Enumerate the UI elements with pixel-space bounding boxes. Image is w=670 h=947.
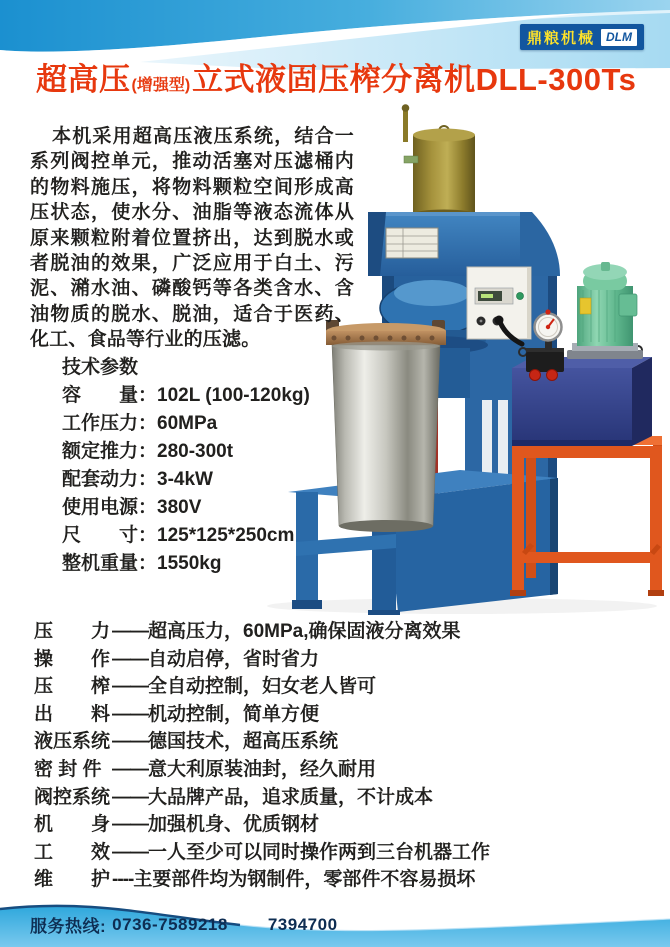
control-panel (467, 267, 531, 339)
electric-motor (567, 262, 643, 359)
feature-desc: 超高压力，60MPa,确保固液分离效果 (148, 621, 461, 642)
spec-row (62, 382, 310, 410)
spec-value: 102L (100-120kg) (157, 385, 310, 406)
brand-name: 鼎粮机械 (527, 29, 596, 47)
feature-desc: 加强机身、优质钢材 (148, 814, 320, 836)
feature-separator: —— (112, 676, 148, 698)
spec-label: 配套动力： (62, 469, 158, 490)
spec-label: 整机重量： (62, 553, 158, 574)
spec-list (62, 354, 310, 578)
feature-separator: —— (112, 731, 148, 753)
spec-label: 额定推力： (62, 441, 158, 462)
feature-separator: —— (112, 786, 148, 808)
feature-separator: —— (112, 841, 148, 863)
spec-label: 工作压力： (62, 413, 158, 434)
feature-label: 阀控系统 (34, 786, 111, 808)
feature-desc: 自动启停，省时省力 (148, 648, 320, 670)
spec-row (62, 494, 310, 522)
feature-desc: 大品牌产品，追求质量，不计成本 (148, 786, 434, 808)
spec-row (62, 438, 310, 466)
spec-row (62, 522, 310, 550)
spec-value: 60MPa (157, 413, 218, 434)
hotline-label: 服务热线: (30, 917, 107, 936)
hotline-phone-secondary: 7394700 (267, 914, 338, 934)
feature-row (34, 618, 654, 646)
feature-separator: —— (112, 758, 148, 780)
feature-label: 液压系统 (34, 731, 111, 753)
title-prefix: 超高压 (36, 62, 131, 97)
feature-desc: 德国技术，超高压系统 (148, 731, 339, 753)
spec-heading: 技术参数 (62, 357, 139, 378)
feature-row (34, 646, 654, 674)
feature-label: 密 封 件 (34, 758, 102, 780)
feature-label: 出 料 (34, 703, 111, 725)
feature-separator: ---- (112, 869, 134, 891)
feature-desc: 意大利原装油封，经久耐用 (148, 758, 377, 780)
name-plate (386, 228, 438, 258)
spec-value: 380V (157, 497, 202, 518)
title-main: 立式液固压榨分离机DLL-300Ts (192, 62, 637, 97)
feature-desc: 机动控制，简单方便 (148, 703, 320, 725)
spec-value: 125*125*250cm (157, 525, 295, 546)
spec-row (62, 410, 310, 438)
brand-logo (520, 24, 644, 50)
feature-desc: 一人至少可以同时操作两到三台机器工作 (148, 841, 491, 863)
feature-list (34, 618, 654, 894)
feature-row (34, 839, 654, 867)
spec-row (62, 550, 310, 578)
feature-label: 机 身 (34, 814, 111, 836)
feature-desc: 全自动控制，妇女老人皆可 (148, 676, 377, 698)
feature-row (34, 784, 654, 812)
intro-paragraph: 本机采用超高压液压系统，结合一系列阀控单元，推动活塞对压滤桶内的物料施压，将物料颗粒空间形成高压状态，使水分、油脂等液态流体从原来颗粒附着位置挤出，达到脱水或者脱油的效果，广泛应用于白土、污泥、潲水油、磷酸钙等各类含水、含油物质的脱水、脱油，适合于医药、化工、食品等行业的压滤。 (30, 126, 354, 351)
feature-row (34, 701, 654, 729)
feature-label: 操 作 (34, 648, 111, 670)
spec-label: 使用电源： (62, 497, 158, 518)
spec-value: 280-300t (157, 441, 234, 462)
feature-row (34, 756, 654, 784)
service-hotline (30, 912, 338, 937)
feature-label: 工 效 (34, 841, 111, 863)
feature-label: 维 护 (34, 869, 111, 891)
feature-row (34, 866, 654, 894)
feature-separator: —— (112, 648, 148, 670)
spec-label: 尺 寸： (62, 525, 158, 546)
feature-label: 压 力 (34, 621, 111, 642)
title-qualifier: (增强型) (131, 77, 191, 94)
feature-separator: —— (112, 814, 148, 836)
feature-row (34, 673, 654, 701)
spec-value: 1550kg (157, 553, 222, 574)
spec-row (62, 466, 310, 494)
brand-badge: DLM (601, 29, 637, 46)
spec-label: 容 量： (62, 385, 158, 406)
feature-label: 压 榨 (34, 676, 111, 698)
hydraulic-cylinder-top (402, 104, 475, 218)
feature-row (34, 811, 654, 839)
hotline-phone-primary: 0736-7589218 (112, 914, 228, 934)
page-title (36, 62, 636, 98)
feature-separator: —— (112, 621, 148, 642)
feature-separator: —— (112, 703, 148, 725)
spec-value: 3-4kW (157, 469, 213, 490)
feature-desc: 主要部件均为钢制件，零部件不容易损坏 (133, 869, 476, 891)
feature-row (34, 728, 654, 756)
